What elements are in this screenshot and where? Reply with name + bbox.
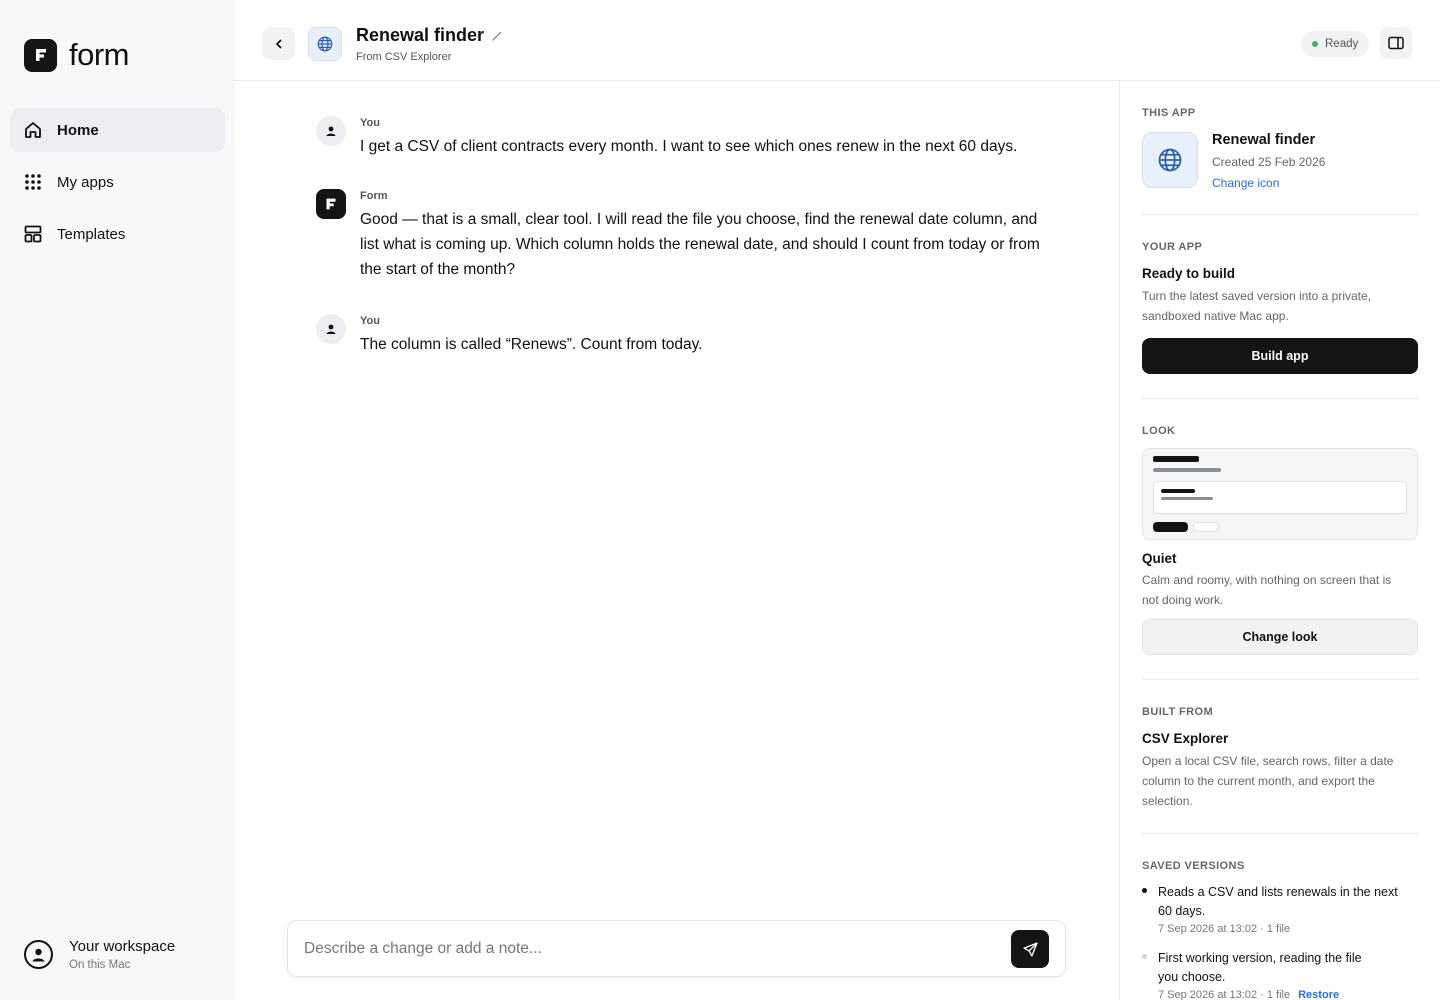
chat-area bbox=[234, 81, 1119, 1000]
app-created-date: Created 25 Feb 2026 bbox=[1212, 155, 1326, 169]
status-text: Ready bbox=[1325, 38, 1359, 50]
message-author: You bbox=[360, 315, 380, 327]
change-look-button[interactable]: Change look bbox=[1142, 619, 1418, 655]
send-icon bbox=[1022, 941, 1039, 958]
build-app-button[interactable]: Build app bbox=[1142, 338, 1418, 374]
brand-logo[interactable] bbox=[24, 37, 129, 73]
sidebar-nav bbox=[10, 108, 225, 264]
workspace-switcher[interactable] bbox=[24, 938, 175, 971]
chat-message bbox=[316, 116, 1050, 159]
message-text: Good — that is a small, clear tool. I will read the file you choose, find the renewal date column, and list what is coming up. Which column holds the renewal date, and should I count from today or from the start of the month? bbox=[360, 211, 1040, 278]
sidebar-item-my-apps[interactable] bbox=[10, 160, 225, 204]
chat-message bbox=[316, 314, 1050, 357]
look-name: Quiet bbox=[1142, 551, 1177, 566]
preview-text-bar bbox=[1153, 468, 1221, 472]
chat-message bbox=[316, 189, 1050, 282]
workspace-name: Your workspace bbox=[69, 938, 176, 955]
sidebar-item-label: Templates bbox=[57, 225, 126, 243]
sidebar-item-home[interactable] bbox=[10, 108, 225, 152]
user-avatar-icon bbox=[316, 314, 346, 344]
preview-card-text-bar bbox=[1161, 497, 1213, 500]
version-current-dot-icon bbox=[1142, 888, 1147, 893]
version-meta: 7 Sep 2026 at 13:02 · 1 file bbox=[1158, 923, 1291, 935]
divider bbox=[1142, 679, 1419, 680]
preview-primary-button bbox=[1153, 522, 1188, 532]
divider bbox=[1142, 214, 1419, 215]
home-icon bbox=[23, 120, 43, 140]
message-composer bbox=[287, 920, 1066, 977]
details-panel bbox=[1119, 81, 1440, 1000]
grid-icon bbox=[23, 172, 43, 192]
app-name: Renewal finder bbox=[1212, 132, 1316, 148]
section-label-saved-versions: SAVED VERSIONS bbox=[1142, 860, 1245, 872]
user-avatar-icon bbox=[316, 116, 346, 146]
app-icon[interactable] bbox=[308, 27, 342, 61]
preview-secondary-button bbox=[1193, 522, 1219, 532]
divider bbox=[1142, 833, 1419, 834]
workspace-location: On this Mac bbox=[69, 959, 131, 971]
section-label-look: LOOK bbox=[1142, 425, 1176, 437]
section-label-your-app: YOUR APP bbox=[1142, 241, 1203, 253]
sidebar-item-label: Home bbox=[57, 121, 99, 139]
globe-icon bbox=[1156, 146, 1184, 174]
sidebar-item-label: My apps bbox=[57, 173, 114, 191]
globe-icon bbox=[316, 35, 334, 53]
sidebar bbox=[0, 0, 234, 1000]
templates-icon bbox=[23, 224, 43, 244]
preview-heading-bar bbox=[1153, 456, 1199, 462]
form-logo-icon bbox=[316, 189, 346, 219]
look-description: Calm and roomy, with nothing on screen that is not doing work. bbox=[1142, 573, 1392, 607]
message-author: You bbox=[360, 117, 380, 129]
look-preview[interactable] bbox=[1142, 448, 1418, 540]
user-avatar-icon bbox=[24, 940, 53, 969]
message-input[interactable] bbox=[304, 935, 984, 963]
status-badge bbox=[1301, 31, 1369, 57]
version-dot-icon bbox=[1142, 954, 1147, 959]
template-description: Open a local CSV file, search rows, filter a date column to the current month, and export the selection. bbox=[1142, 754, 1394, 808]
status-dot-icon bbox=[1312, 41, 1318, 47]
message-text: The column is called “Renews”. Count from today. bbox=[360, 336, 703, 353]
brand-name: form bbox=[69, 37, 129, 72]
version-description: First working version, reading the file you choose. bbox=[1158, 951, 1362, 984]
app-header bbox=[234, 0, 1440, 81]
page-subtitle: From CSV Explorer bbox=[356, 51, 452, 63]
sidebar-right-icon bbox=[1388, 36, 1404, 50]
sidebar-item-templates[interactable] bbox=[10, 212, 225, 256]
toggle-panel-button[interactable] bbox=[1380, 27, 1412, 59]
app-icon-large[interactable] bbox=[1142, 132, 1198, 188]
chevron-left-icon bbox=[273, 38, 285, 50]
template-name: CSV Explorer bbox=[1142, 731, 1229, 746]
build-description: Turn the latest saved version into a private, sandboxed native Mac app. bbox=[1142, 289, 1372, 323]
version-item[interactable] bbox=[1142, 949, 1412, 1000]
section-label-this-app: THIS APP bbox=[1142, 107, 1196, 119]
pencil-icon[interactable] bbox=[491, 30, 503, 42]
divider bbox=[1142, 398, 1419, 399]
restore-version-link[interactable]: Restore bbox=[1298, 989, 1340, 1000]
version-description: Reads a CSV and lists renewals in the next 60 days. bbox=[1158, 885, 1398, 918]
page-title: Renewal finder bbox=[356, 25, 485, 45]
preview-card-title-bar bbox=[1161, 489, 1195, 493]
message-text: I get a CSV of client contracts every month. I want to see which ones renew in the next 60 days. bbox=[360, 138, 1018, 155]
build-status-title: Ready to build bbox=[1142, 266, 1236, 281]
message-author: Form bbox=[360, 190, 388, 202]
back-button[interactable] bbox=[262, 27, 295, 60]
form-logo-icon bbox=[24, 39, 57, 72]
change-icon-link[interactable]: Change icon bbox=[1212, 176, 1280, 190]
version-meta: 7 Sep 2026 at 13:02 · 1 file bbox=[1158, 989, 1291, 1000]
version-item[interactable] bbox=[1142, 883, 1412, 935]
send-button[interactable] bbox=[1011, 930, 1049, 968]
section-label-built-from: BUILT FROM bbox=[1142, 706, 1214, 718]
